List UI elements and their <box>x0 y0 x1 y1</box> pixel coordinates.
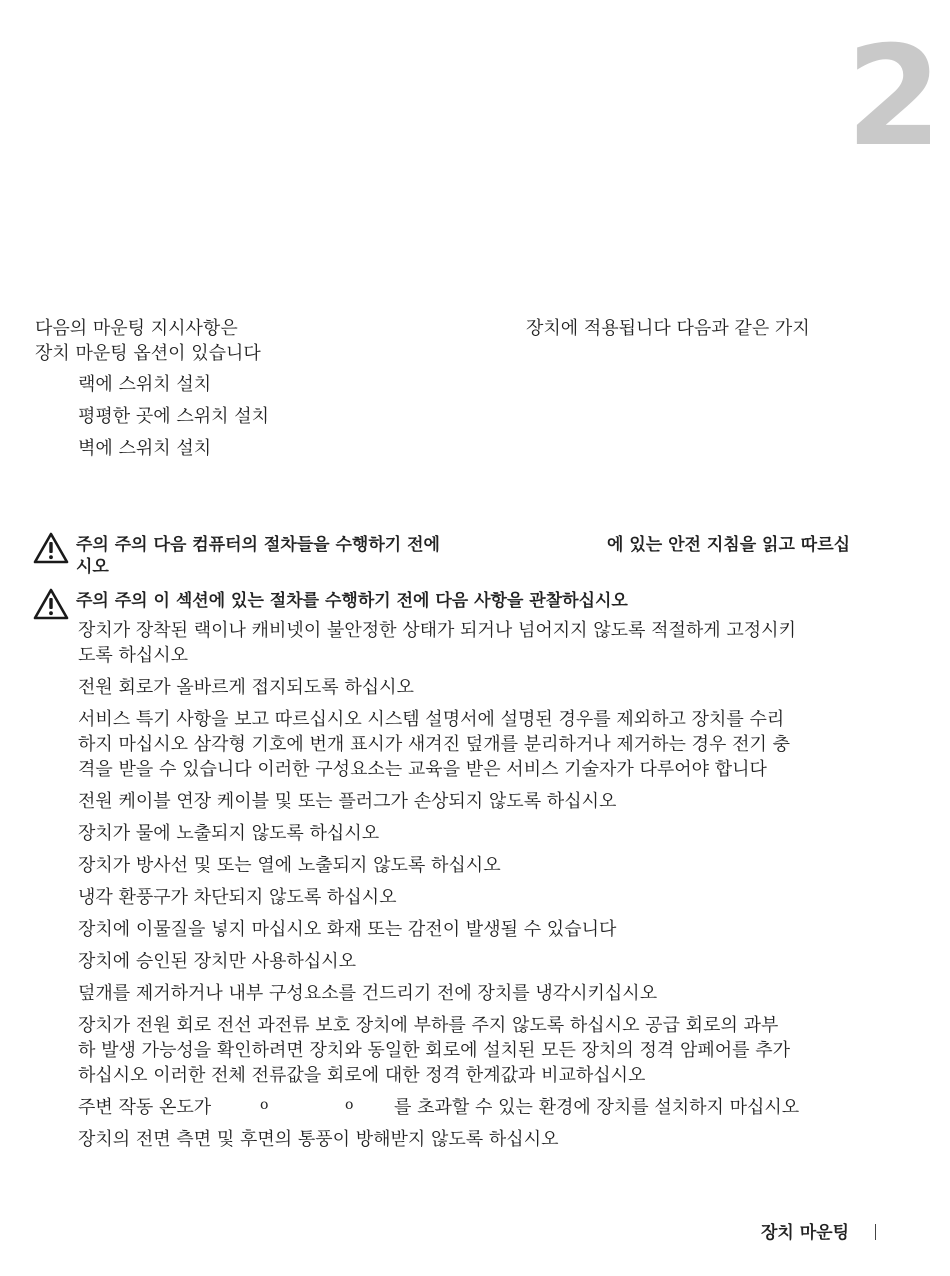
warning-triangle-icon <box>33 532 69 564</box>
degree-mark-2: o <box>345 1097 354 1113</box>
footer-divider <box>875 1224 876 1240</box>
caution1-text-left: 주의 주의 다음 컴퓨터의 절차들을 수행하기 전에 <box>76 535 440 555</box>
safety-item-temperature <box>78 1095 888 1120</box>
safety-line: 장치가 방사선 및 또는 열에 노출되지 않도록 하십시오 <box>78 855 501 876</box>
safety-line: 하지 마십시오 삼각형 기호에 번개 표시가 새겨진 덮개를 분리하거나 제거하는 경우 전기 충 <box>78 734 791 755</box>
safety-line: 장치에 승인된 장치만 사용하십시오 <box>78 951 356 972</box>
safety-item-water <box>78 821 888 846</box>
safety-line: 냉각 환풍구가 차단되지 않도록 하십시오 <box>78 887 397 908</box>
mounting-options-list <box>78 372 269 468</box>
safety-item-overload <box>78 1013 888 1088</box>
safety-item-service <box>78 707 888 782</box>
safety-line: 서비스 특기 사항을 보고 따르십시오 시스템 설명서에 설명된 경우를 제외하고 장치를 수리 <box>78 709 785 730</box>
intro-line1-left: 다음의 마운팅 지시사항은 <box>35 318 238 339</box>
safety-line: 전원 케이블 연장 케이블 및 또는 플러그가 손상되지 않도록 하십시오 <box>78 791 617 812</box>
intro-paragraph <box>35 316 895 366</box>
safety-line: 장치가 전원 회로 전선 과전류 보호 장치에 부하를 주지 않도록 하십시오 공급 회로의 과부 <box>78 1015 779 1036</box>
warning-triangle-icon <box>33 588 69 620</box>
caution1-text-line2: 시오 <box>76 557 109 577</box>
safety-line: 도록 하십시오 <box>78 645 189 666</box>
footer-section-title: 장치 마운팅 <box>760 1223 849 1243</box>
degree-mark-1: o <box>260 1097 269 1113</box>
safety-item-ground <box>78 675 888 700</box>
caution2-text: 주의 주의 이 섹션에 있는 절차를 수행하기 전에 다음 사항을 관찰하십시오 <box>76 591 628 611</box>
safety-item-vent <box>78 885 888 910</box>
safety-item-foreign-objects <box>78 917 888 942</box>
option-wall: 벽에 스위치 설치 <box>78 438 212 459</box>
safety-item-rack <box>78 618 888 668</box>
safety-line: 격을 받을 수 있습니다 이러한 구성요소는 교육을 받은 서비스 기술자가 다루어야 합니다 <box>78 759 767 780</box>
safety-item-approved <box>78 949 888 974</box>
safety-line: 장치에 이물질을 넣지 마십시오 화재 또는 감전이 발생될 수 있습니다 <box>78 919 617 940</box>
chapter-number: 2 <box>845 16 942 177</box>
safety-item-cable <box>78 789 888 814</box>
intro-line1-right: 장치에 적용됩니다 다음과 같은 가지 <box>526 318 810 339</box>
safety-item-radiation <box>78 853 888 878</box>
safety-line: 장치가 장착된 랙이나 캐비넷이 불안정한 상태가 되거나 넘어지지 않도록 적절하게 고정시키 <box>78 620 796 641</box>
option-rack: 랙에 스위치 설치 <box>78 374 212 395</box>
safety-line: 전원 회로가 올바르게 접지되도록 하십시오 <box>78 677 414 698</box>
safety-line: 장치가 물에 노출되지 않도록 하십시오 <box>78 823 380 844</box>
safety-line: 하 발생 가능성을 확인하려면 장치와 동일한 회로에 설치된 모든 장치의 정격 암페어를 추가 <box>78 1040 791 1061</box>
safety-item-airflow <box>78 1127 888 1152</box>
intro-line2: 장치 마운팅 옵션이 있습니다 <box>35 343 261 364</box>
caution1-text-right: 에 있는 안전 지침을 읽고 따르십 <box>607 535 851 555</box>
temp-prefix: 주변 작동 온도가 <box>78 1097 212 1118</box>
option-flat: 평평한 곳에 스위치 설치 <box>78 406 270 427</box>
page-footer <box>761 1218 876 1243</box>
safety-item-cooling <box>78 981 888 1006</box>
safety-line: 하십시오 이러한 전체 전류값을 회로에 대한 정격 한계값과 비교하십시오 <box>78 1065 646 1086</box>
safety-line: 덮개를 제거하거나 내부 구성요소를 건드리기 전에 장치를 냉각시키십시오 <box>78 983 658 1004</box>
temp-suffix: 를 초과할 수 있는 환경에 장치를 설치하지 마십시오 <box>394 1097 800 1118</box>
safety-line: 장치의 전면 측면 및 후면의 통풍이 방해받지 않도록 하십시오 <box>78 1129 559 1150</box>
safety-instructions-list <box>78 618 888 1159</box>
